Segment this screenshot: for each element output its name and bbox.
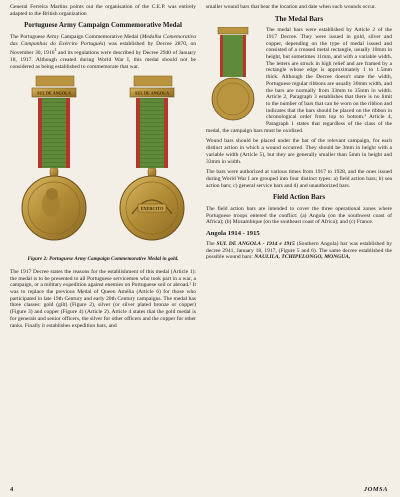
- left-paragraph-1: The Portuguese Army Campaign Commemorative Medal (Medalha Comemorativa das Campanhas do Exército Português) was established by Decree 2870, on November 30, 1916$^1$ and its regulations were described by Decree 2940 of January 18, 1917. Although created during World War I, this medal should not be considered as being established to commemorate that war.: [10, 33, 197, 70]
- left-paragraph-2: The 1917 Decree states the reasons for the establishment of this medal (Article 1): the medal is to be presented to all Portuguese servicemen who took part in a war, a campaign, or a military expedition against enemies on Portuguese soil or abroad.² It was to replace the previous Medal of Queen Amélia (Article 6) for those who participated in late 19th Century and early 20th Century campaigns. The medal has three classes: gold (gilt) (Figure 2), silver (or silver plated bronze or copper) (Figure 3) and copper (Figure 4) (Article 2). Article 4 states that the gold medal is for generals and senior officers, the silver for other officers and the copper for other ranks. Finally it establishes expedition bars, and: [10, 268, 196, 329]
- right-paragraph-3: The bars were authorized at various times from 1917 to 1928, and the ones issued during World War I are grouped into four distinct types: a) field action bars; b) sea action bars; c) general service bars and d) and unauthorized bars.: [206, 169, 392, 189]
- section-heading-field-action: Field Action Bars: [272, 193, 326, 202]
- right-intro: smaller wound bars that bear the location and date when such wounds occur.: [206, 4, 376, 10]
- section-heading-medal: Portuguese Army Campaign Commemorative Medal: [24, 21, 182, 30]
- right-column: [206, 4, 392, 265]
- medal-reverse: [120, 76, 184, 240]
- reverse-text: EXERCITO: [140, 206, 164, 212]
- medal-obverse: [22, 76, 86, 240]
- right-paragraph-4: The field action bars are intended to cover the three operational zones where Portuguese troops entered the conflict: (a) Angola (on the southwest coast of Africa); (b) Mozambique (on the southeast coast of Africa); and (c) France.: [206, 205, 392, 226]
- journal-name: JOMSA: [363, 486, 388, 493]
- medal-illustration: [10, 74, 196, 254]
- left-intro: General Ferreira Martins points out the organisation of the C.E.P. was entirely adapted to the British organization: [10, 4, 196, 17]
- figure-caption: Figure 2: Portuguese Army Campaign Commemorative Medal in gold.: [27, 256, 179, 263]
- right-paragraph-2: Wound bars should be placed under the bar of the relevant campaign, for each distinct action in which a wound occurred. They should be 3mm in height with a variable width (Article 5), but they are generally smaller than 5mm in height and 33mm in width.: [206, 138, 392, 165]
- ribbon: [38, 98, 70, 168]
- section-heading-angola: Angola 1914 - 1915: [206, 229, 260, 237]
- section-heading-bars: The Medal Bars: [274, 14, 324, 23]
- bar-text: SUL DE ANGOLA: [37, 90, 71, 96]
- left-column: [10, 4, 196, 333]
- right-paragraph-1: The medal bars were established by Article 2 of the 1917 Decree. They were issued in gold, silver and copper, depending on the type of medal issued and consisted of a creased metal rectangle, usually 10mm in height, but sometimes 11mm, and with a variable width. The letters are struck in high relief and are framed by a rectangle whose edge is approximately 1 to 1.5mm thick. Although the Decree doesn't state the width, Portuguese regular ribbons are usually 30mm width, and the bars are normally from 33mm to 35mm in width. Article 2, Paragraph 3 establishes that there is no limit to the number of bars that can be worn on the ribbon and indicates that the bars should be placed on the ribbon in chronological order from top to bottom.³ Article 4, Paragraph 1 states that regardless of the class of the medal, the campaign bars must be oxidized.: [206, 27, 393, 134]
- right-paragraph-5: The SUL DE ANGOLA - 1914 e 1915 (Southern Angola) bar was established by decree 2941, January 18, 1917, (Figure 5 and 6). The same decree established the possible wound bars: NAULILA, TCHIPELONGO, MONGUA,: [206, 240, 392, 261]
- medal-figure: [10, 74, 200, 254]
- bar-text-reverse: SUL DE ANGOLA: [135, 90, 169, 96]
- page-number: 4: [10, 486, 14, 493]
- small-medal-image: [206, 27, 260, 123]
